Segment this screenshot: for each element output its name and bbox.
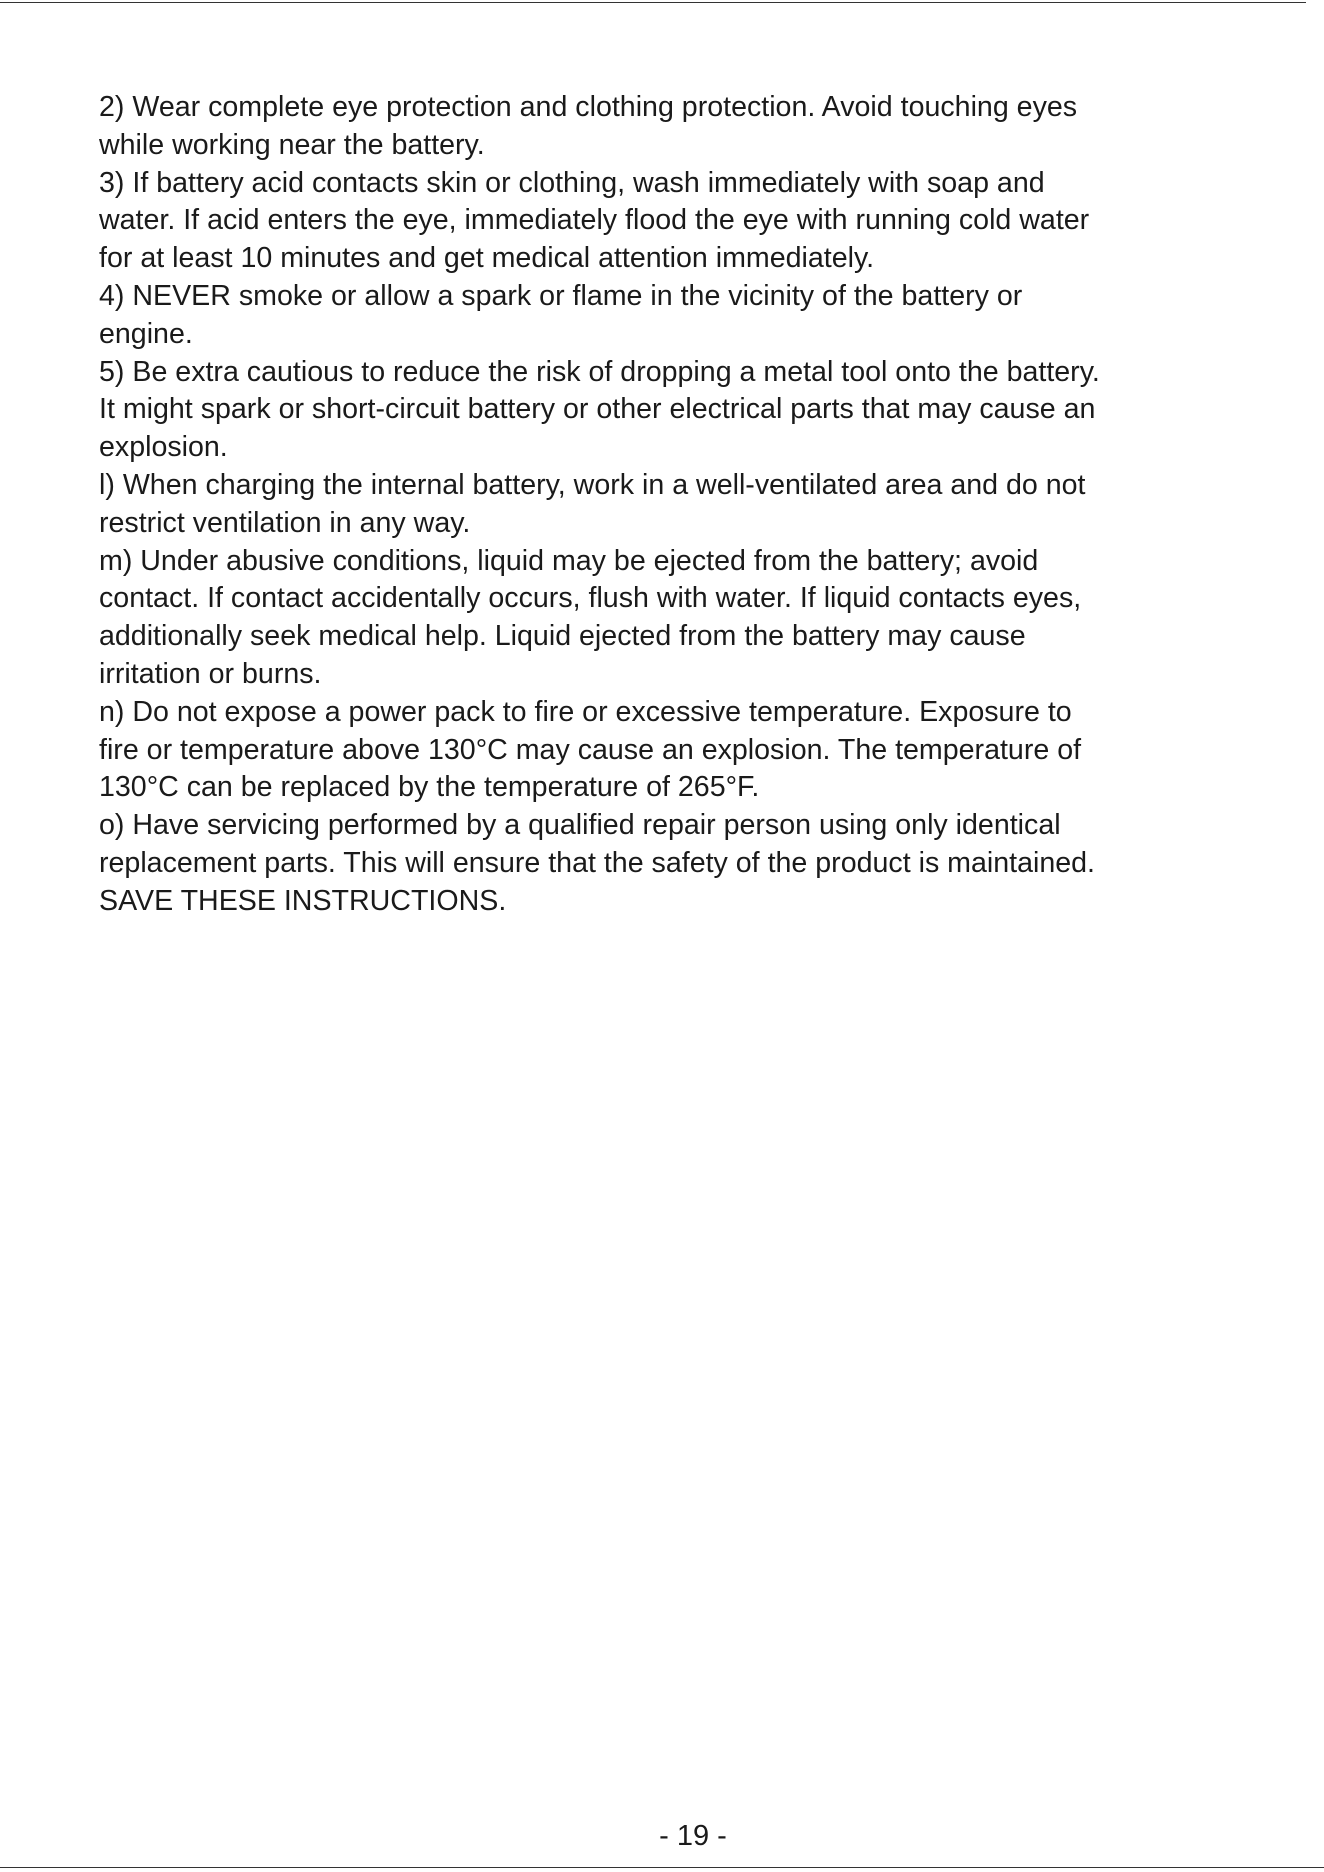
- text-line: for at least 10 minutes and get medical attention immediately.: [99, 242, 875, 275]
- text-line: It might spark or short-circuit battery or other electrical parts that may cause an: [99, 393, 1096, 426]
- text-line: l) When charging the internal battery, work in a well-ventilated area and do not: [99, 468, 1086, 501]
- text-line: m) Under abusive conditions, liquid may be ejected from the battery; avoid: [99, 544, 1039, 577]
- text-line: while working near the battery.: [99, 128, 485, 161]
- text-line: SAVE THESE INSTRUCTIONS.: [99, 884, 507, 917]
- text-line: 5) Be extra cautious to reduce the risk of dropping a metal tool onto the battery.: [99, 355, 1100, 388]
- safety-instructions-text: [99, 89, 1239, 921]
- text-line: o) Have servicing performed by a qualified repair person using only identical: [99, 809, 1061, 842]
- page-number: - 19 -: [659, 1820, 727, 1852]
- text-line: replacement parts. This will ensure that the safety of the product is maintained.: [99, 846, 1096, 879]
- text-line: irritation or burns.: [99, 657, 322, 690]
- text-line: 3) If battery acid contacts skin or clothing, wash immediately with soap and: [99, 166, 1045, 199]
- text-line: contact. If contact accidentally occurs, flush with water. If liquid contacts eyes,: [99, 582, 1082, 615]
- text-line: 130°C can be replaced by the temperature of 265°F.: [99, 771, 760, 804]
- text-line: restrict ventilation in any way.: [99, 506, 471, 539]
- text-line: fire or temperature above 130°C may cause an explosion. The temperature of: [99, 733, 1082, 766]
- text-line: water. If acid enters the eye, immediately flood the eye with running cold water: [99, 204, 1090, 237]
- text-line: 2) Wear complete eye protection and clothing protection. Avoid touching eyes: [99, 91, 1078, 123]
- bottom-rule: [0, 1867, 1324, 1868]
- text-line: additionally seek medical help. Liquid ejected from the battery may cause: [99, 620, 1026, 653]
- top-rule: [0, 2, 1306, 3]
- text-line: 4) NEVER smoke or allow a spark or flame in the vicinity of the battery or: [99, 279, 1023, 312]
- text-line: explosion.: [99, 431, 228, 464]
- text-line: n) Do not expose a power pack to fire or excessive temperature. Exposure to: [99, 695, 1072, 728]
- text-line: engine.: [99, 317, 193, 350]
